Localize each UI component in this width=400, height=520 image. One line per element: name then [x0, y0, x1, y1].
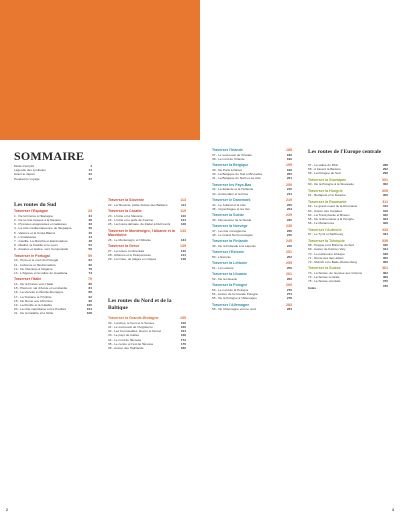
toc-entry[interactable]	[108, 222, 186, 226]
toc-entry-page: 230	[286, 217, 292, 222]
toc-entry-label: 53 - Le nord de la Pologne	[212, 287, 249, 292]
toc-entry-label: 67 - Le Tyrol et Salzbourg	[308, 232, 344, 237]
toc-entry-label: 23 - L'Istrie et la Slavonie	[108, 213, 143, 218]
toc-heading-label: Traverser la Grande-Bretagne	[108, 316, 159, 321]
toc-heading-page: 361	[382, 266, 388, 271]
toc-entry-page: 296	[382, 171, 388, 176]
toc-entry-label: 20 - La côte napolitaine et les Pouilles	[14, 307, 67, 312]
toc-heading-label: Traverser la Slovénie	[108, 198, 144, 203]
north-list	[212, 146, 292, 311]
toc-heading-page: 339	[382, 238, 388, 243]
toc-entry-label: 72 - Munich et le Bade-Wurtemberg	[308, 259, 357, 264]
toc-entry[interactable]	[308, 193, 388, 197]
toc-entry[interactable]	[308, 284, 388, 290]
toc-heading-page: 119	[180, 209, 186, 214]
toc-entry-label: 9 - Asturies et Galice, vers Compostelle	[14, 247, 69, 252]
toc-entry-label: 8 - Madrid, la Castille et le León	[14, 243, 58, 248]
toc-entry[interactable]	[212, 176, 292, 180]
toc-entry-page: 88	[88, 290, 92, 295]
toc-entry[interactable]	[212, 296, 292, 300]
toc-entry[interactable]	[308, 221, 388, 225]
toc-entry-label: 58 - A travers la Bavière	[308, 167, 341, 172]
toc-entry-label: Légende des symboles	[14, 168, 46, 173]
toc-entry-page: 176	[180, 341, 186, 346]
toc-entry-page: 278	[286, 296, 292, 301]
toc-entry-page: 312	[382, 204, 388, 209]
toc-entry-label: 14 - De la France vers l'Italie	[14, 281, 54, 286]
toc-entry-page: 4	[90, 164, 92, 168]
toc-entry-page: 320	[382, 212, 388, 217]
toc-heading-page: 269	[286, 283, 292, 288]
toc-heading-label: Traverser l'Espagne	[14, 209, 49, 214]
toc-entry-page: 156	[180, 320, 186, 325]
toc-entry-label: 61 - Budapest et le Danube	[308, 193, 346, 198]
toc-entry-page: 324	[382, 216, 388, 221]
toc-heading-label: Traverser la Pologne	[212, 283, 248, 288]
toc-entry-page: 114	[181, 202, 186, 207]
toc-entry-page: 96	[88, 298, 92, 303]
toc-entry-label: 19 - La Pouille et la Calabre	[14, 303, 53, 307]
toc-entry-label: 40 - La Belgique du Sud et Bruxelles	[212, 172, 263, 177]
toc-entry-page: 33	[88, 222, 92, 227]
toc-entry-label: 17 - La Toscane et l'Ombrie	[14, 294, 52, 299]
toc-heading-page: 185	[286, 148, 292, 153]
toc-entry-page: 288	[382, 163, 388, 167]
section-title-sud: Les routes du Sud	[14, 202, 57, 208]
section-title-centre: Les routes de l'Europe centrale	[308, 149, 382, 155]
toc-entry-label: 2 - De la côte basque à la Navarre	[14, 217, 62, 222]
toc-entry-page: 66	[88, 262, 92, 267]
page-number-left: 2	[6, 508, 8, 512]
toc-entry-page: 214	[286, 191, 292, 196]
toc-entry[interactable]	[14, 271, 92, 275]
toc-heading-page: 229	[286, 213, 292, 218]
toc-entry-page: 172	[180, 337, 186, 342]
toc-entry[interactable]	[212, 307, 292, 311]
toc-entry-label: 33 - Le pays de Galles	[108, 333, 139, 338]
toc-entry-label: 51 - La Lettonie	[212, 265, 234, 270]
toc-heading-label: Traverser les Pays-Bas	[212, 182, 252, 187]
toc-entry-page: 270	[286, 287, 292, 292]
toc-entry-label: 54 - Autour de la Grande Pologne	[212, 292, 259, 297]
page-number-right: 3	[392, 508, 394, 512]
toc-entry-label: 52 - De la Lituanie	[212, 276, 238, 281]
toc-entry-label: Avant le départ	[14, 172, 35, 177]
toc-heading-label: Traverser la Belgique	[212, 163, 249, 168]
toc-entry[interactable]	[212, 233, 292, 237]
toc-entry[interactable]	[212, 157, 292, 161]
toc-entry-page: 352	[382, 255, 388, 260]
toc-entry[interactable]	[14, 311, 92, 315]
toc-entry-label: 69 - Autour de Karlovy Vary	[308, 247, 346, 252]
toc-heading-label: Traverser le Danemark	[212, 197, 251, 202]
toc-heading-page: 195	[286, 163, 292, 168]
toc-heading-page: 113	[180, 198, 186, 203]
toc-entry-page: 108	[86, 311, 92, 316]
toc-heading-label: Traverser la Slovaquie	[308, 177, 347, 182]
toc-entry-label: 7 - Castille, La Mancha et Estrémadure	[14, 239, 68, 243]
toc-entry-label: Pendant le voyage	[14, 176, 40, 181]
toc-entry-label: 37 - Le sud-ouest de l'Irlande	[212, 152, 252, 157]
toc-entry-page: 56	[88, 247, 92, 252]
toc-entry-page: 220	[286, 202, 292, 207]
toc-entry-page: 28	[88, 217, 92, 222]
toc-heading-label: Traverser la Tchéquie	[308, 238, 345, 243]
toc-heading-page: 261	[286, 272, 292, 277]
toc-entry-page: 240	[286, 232, 292, 237]
toc-entry-label: 22 - La Slovénie, petite Suisse des Balkans	[108, 202, 168, 207]
toc-entry-label: 43 - Amsterdam et la Frise	[212, 191, 249, 196]
toc-entry-page: 306	[382, 193, 388, 198]
toc-heading[interactable]	[108, 229, 186, 238]
toc-entry-label: 64 - La Transylvanie et Brasov	[308, 212, 350, 217]
toc-heading-label: Traverser l'Estonie	[212, 250, 245, 255]
toc-entry-label: 1 - De la France à l'Espagne	[14, 213, 54, 218]
toc-entry-page: 168	[180, 333, 186, 338]
toc-entry-page: 160	[180, 324, 186, 329]
toc-entry-label: Index	[308, 285, 317, 290]
toc-heading-page: 251	[286, 250, 292, 255]
toc-entry-label: 41 - La Belgique du Nord et sa côte	[212, 176, 261, 181]
toc-entry-label: 28 - Athènes et le Péloponnèse	[108, 252, 152, 257]
toc-entry-label: 48 - Le Grand Nord norvégien	[212, 232, 254, 237]
toc-entry-page: 210	[286, 187, 292, 192]
toc-entry-label: 27 - La Grèce continentale	[108, 248, 145, 253]
toc-entry-page: 48	[88, 239, 92, 243]
toc-entry-label: 16 - La Vénétie et l'Émilie-Romagne	[14, 290, 64, 295]
toc-entry[interactable]	[308, 260, 388, 264]
toc-entry[interactable]	[212, 218, 292, 222]
toc-entry-label: 26 - Le Monténégro et l'Albanie	[108, 237, 151, 242]
toc-entry-page: 366	[382, 275, 388, 280]
toc-entry-page: 376	[382, 283, 388, 288]
toc-entry-label: 70 - Le patrimoine tchèque	[308, 251, 345, 256]
toc-entry-page: 74	[88, 271, 92, 275]
toc-entry-page: 104	[86, 307, 92, 312]
toc-entry-page: 40	[88, 230, 92, 235]
toc-entry[interactable]	[308, 182, 388, 186]
toc-heading-page: 79	[88, 277, 92, 282]
toc-heading-page: 245	[286, 239, 292, 244]
toc-heading-label: Traverser la Suède	[212, 213, 244, 218]
toc-heading-page: 305	[382, 188, 388, 193]
toc-entry-page: 344	[382, 247, 388, 252]
toc-heading-label: Traverser la Grèce	[108, 244, 140, 249]
toc-entry-page: 14	[88, 168, 92, 173]
toc-entry-label: 42 - La Zélande et la Hollande	[212, 187, 254, 192]
toc-heading-label: Traverser la Hongrie	[308, 188, 343, 193]
toc-entry-page: 204	[286, 176, 292, 181]
toc-entry-label: 32 - Les Cornouailles, Devon et Dorset	[108, 329, 162, 334]
toc-entry-label: 21 - De la Calabre à la Sicile	[14, 311, 54, 316]
toc-entry-page: 256	[286, 265, 292, 270]
toc-entry[interactable]	[108, 203, 186, 207]
toc-entry-page: 100	[86, 303, 92, 307]
toc-entry-label: 66 - Le Maramures	[308, 221, 335, 226]
toc-entry-page: 70	[88, 266, 92, 271]
toc-entry-page: 356	[382, 259, 388, 264]
toc-entry-label: 30 - Londres, le Kent et le Sussex	[108, 320, 155, 325]
toc-entry-label: 36 - Autour des Highlands	[108, 346, 144, 350]
toc-entry-page: 120	[180, 213, 186, 218]
toc-entry-label: 15 - Piémont, val d'Aoste et Lombardie	[14, 286, 68, 291]
toc-entry-label: 3 - Pyrénées aragonaises et catalanes	[14, 222, 67, 227]
toc-entry-label: 18 - De Rome aux Abruzzes	[14, 298, 53, 303]
intro-list	[14, 164, 92, 181]
toc-entry[interactable]	[212, 192, 292, 196]
toc-entry-page: 186	[286, 152, 292, 157]
toc-entry[interactable]	[308, 232, 388, 236]
toc-entry-page: 92	[88, 294, 92, 299]
toc-entry-label: 60 - De la Pologne à la Slovaquie	[308, 182, 354, 187]
toc-entry-page: 328	[382, 221, 388, 226]
toc-entry-label: 62 - Le grand ouest de la Roumanie	[308, 204, 358, 209]
toc-entry-page: 224	[286, 206, 292, 211]
toc-entry-label: 39 - De Paris à Dinant	[212, 167, 243, 172]
toc-entry-page: 200	[286, 172, 292, 177]
toc-heading-label: Traverser la Roumanie	[308, 199, 347, 204]
toc-entry-page: 134	[180, 237, 186, 242]
toc-entry-page: 252	[286, 254, 292, 259]
toc-heading-page: 333	[382, 227, 388, 232]
toc-entry-page: 148	[180, 257, 186, 262]
toc-entry-page: 22	[88, 172, 92, 177]
toc-entry-page: 340	[382, 243, 388, 248]
toc-entry-label: 57 - La vallée du Rhin	[308, 163, 339, 167]
toc-entry[interactable]	[212, 244, 292, 248]
central-list	[308, 163, 388, 290]
toc-heading-page: 255	[286, 261, 292, 266]
toc-entry[interactable]	[14, 177, 92, 181]
toc-heading-label: Traverser l'Italie	[14, 277, 42, 282]
toc-heading-label: Traverser la Lituanie	[212, 272, 247, 277]
toc-entry-label: 44 - Le Jutland et la côte	[212, 202, 246, 207]
toc-entry-label: 5 - Valence et la Costa Blanca	[14, 230, 56, 235]
toc-entry[interactable]	[212, 277, 292, 281]
toc-entry-page: 348	[382, 251, 388, 256]
toc-entry-label: 74 - La Suisse centrale	[308, 275, 340, 280]
toc-heading-label: Traverser la Suisse	[308, 266, 341, 271]
toc-entry-page: 316	[382, 208, 388, 213]
toc-entry-page: 164	[180, 329, 186, 334]
toc-entry-label: 63 - Autour des Carpates	[308, 208, 343, 213]
toc-heading-page: 23	[88, 209, 92, 214]
toc-heading-page: 59	[88, 253, 92, 258]
toc-entry-page: 128	[180, 222, 186, 227]
toc-entry-page: 334	[382, 232, 388, 237]
toc-entry-label: 12 - De l'Alentejo à l'Algarve	[14, 266, 53, 271]
toc-entry-label: 55 - De la Pologne à l'Allemagne	[212, 296, 257, 301]
toc-entry-page: 124	[180, 217, 186, 222]
toc-entry-label: 13 - L'Algarve et la vallée du Guadiana	[14, 271, 68, 275]
toc-entry[interactable]	[308, 171, 388, 175]
toc-entry-page: 140	[180, 248, 186, 253]
balkans-list	[108, 196, 186, 261]
toc-entry-label: 59 - La Pologne du Sud	[308, 171, 341, 176]
toc-heading-label: Traverser la Lettonie	[212, 261, 248, 266]
section-title-nord: Les routes du Nord et de la Baltique	[108, 298, 172, 311]
toc-entry-label: 4 - La côte méditerranéenne de l'Espagne	[14, 226, 72, 231]
toc-heading-page: 311	[382, 199, 388, 204]
toc-entry-label: 34 - Le nord de l'Écosse	[108, 337, 142, 342]
toc-entry-label: Mode d'emploi	[14, 164, 35, 168]
toc-entry-label: 29 - La Crète, de plages en criques	[108, 257, 157, 262]
toc-heading-page: 301	[382, 177, 388, 182]
toc-entry-page: 80	[88, 281, 92, 286]
toc-entry-label: 25 - La riviera dalmate, de Zadar à Dubrovnik	[108, 222, 171, 227]
toc-entry-label: 75 - La Suisse orientale	[308, 279, 341, 284]
toc-heading-label: Traverser le Monténégro, l'Albanie et la Macédoine	[108, 228, 175, 238]
toc-entry-page: 144	[180, 252, 186, 257]
toc-entry-page: 246	[286, 243, 292, 248]
toc-entry-label: 56 - De l'Allemagne vers le nord	[212, 307, 256, 312]
toc-entry-page: 302	[382, 182, 388, 187]
toc-entry-page: 36	[88, 226, 92, 231]
toc-entry[interactable]	[14, 247, 92, 251]
toc-entry-label: 45 - Copenhague et les îles	[212, 206, 250, 211]
toc-entry[interactable]	[212, 255, 292, 259]
toc-heading-label: Traverser la Finlande	[212, 239, 248, 244]
toc-entry-page: 362	[382, 270, 388, 275]
toc-entry-label: 73 - La Suisse, de Genève aux Grisons	[308, 270, 362, 275]
toc-heading-page: 155	[180, 316, 186, 321]
toc-entry-label: 47 - La côte norvégienne	[212, 228, 247, 233]
toc-entry-page: 262	[286, 276, 292, 281]
toc-entry-label: 24 - L'Istrie et le golfe de Kvarner	[108, 217, 154, 222]
toc-entry-label: 65 - De la Roumanie à la Hongrie	[308, 216, 354, 221]
toc-entry-label: 49 - De la Finlande à la Laponie	[212, 243, 256, 248]
toc-entry-page: 370	[382, 279, 388, 284]
toc-entry-page: 190	[286, 156, 292, 161]
toc-entry-page: 236	[286, 228, 292, 233]
toc-heading-label: Traverser le Portugal	[14, 253, 50, 258]
toc-heading-page: 139	[180, 244, 186, 249]
toc-heading-label: Traverser l'Allemagne	[212, 302, 250, 307]
toc-entry[interactable]	[212, 207, 292, 211]
orange-banner	[0, 0, 200, 140]
page-title: SOMMAIRE	[14, 149, 85, 163]
toc-heading-label: Traverser la Croatie	[108, 209, 142, 214]
toc-entry-label: 38 - Le nord de l'Irlande	[212, 156, 245, 161]
toc-entry-label: 6 - L'Andalousie	[14, 234, 37, 239]
toc-entry-page: 24	[88, 213, 92, 218]
toc-entry-label: 50 - L'Estonie	[212, 254, 231, 259]
toc-entry-page: 292	[382, 167, 388, 172]
toc-entry-page: 44	[88, 234, 92, 239]
toc-entry-page: 196	[286, 167, 292, 172]
toc-entry-label: 35 - Le centre et l'est de l'Écosse	[108, 341, 154, 346]
toc-entry[interactable]	[212, 266, 292, 270]
toc-entry-label: 68 - Prague et la Bohême du Sud	[308, 243, 354, 248]
sud-list	[14, 207, 92, 316]
toc-entry-page: 62	[88, 258, 92, 263]
britain-list	[108, 314, 186, 350]
toc-entry-page: 52	[88, 243, 92, 248]
toc-entry-page: 37	[88, 176, 92, 181]
toc-heading-page: 235	[286, 224, 292, 229]
toc-entry[interactable]	[108, 257, 186, 261]
toc-heading-label: Traverser l'Irlande	[212, 148, 243, 153]
toc-entry[interactable]	[108, 238, 186, 242]
toc-entry[interactable]	[108, 346, 186, 350]
toc-heading-page: 283	[286, 302, 292, 307]
toc-entry-label: 31 - Le sud-ouest de l'Angleterre	[108, 324, 153, 329]
toc-heading-page: 133	[180, 228, 186, 233]
toc-entry-page: 180	[180, 346, 186, 350]
toc-entry-label: 71 - Route des lacs alpins	[308, 255, 344, 260]
toc-heading-page: 219	[286, 197, 292, 202]
toc-entry-label: 46 - Découverte de la Suède	[212, 217, 252, 222]
toc-heading-label: Traverser la Norvège	[212, 224, 248, 229]
toc-entry-page: 284	[286, 307, 292, 312]
toc-heading-page: 209	[286, 182, 292, 187]
toc-entry-page: 84	[88, 286, 92, 291]
toc-entry-label: 10 - Porto et le nord du Portugal	[14, 258, 59, 263]
right-page	[200, 0, 400, 520]
toc-entry-label: 11 - Lisbonne et l'Estrémadure	[14, 262, 56, 267]
toc-entry-page: 274	[286, 292, 292, 297]
toc-heading-label: Traverser l'Autriche	[308, 227, 342, 232]
